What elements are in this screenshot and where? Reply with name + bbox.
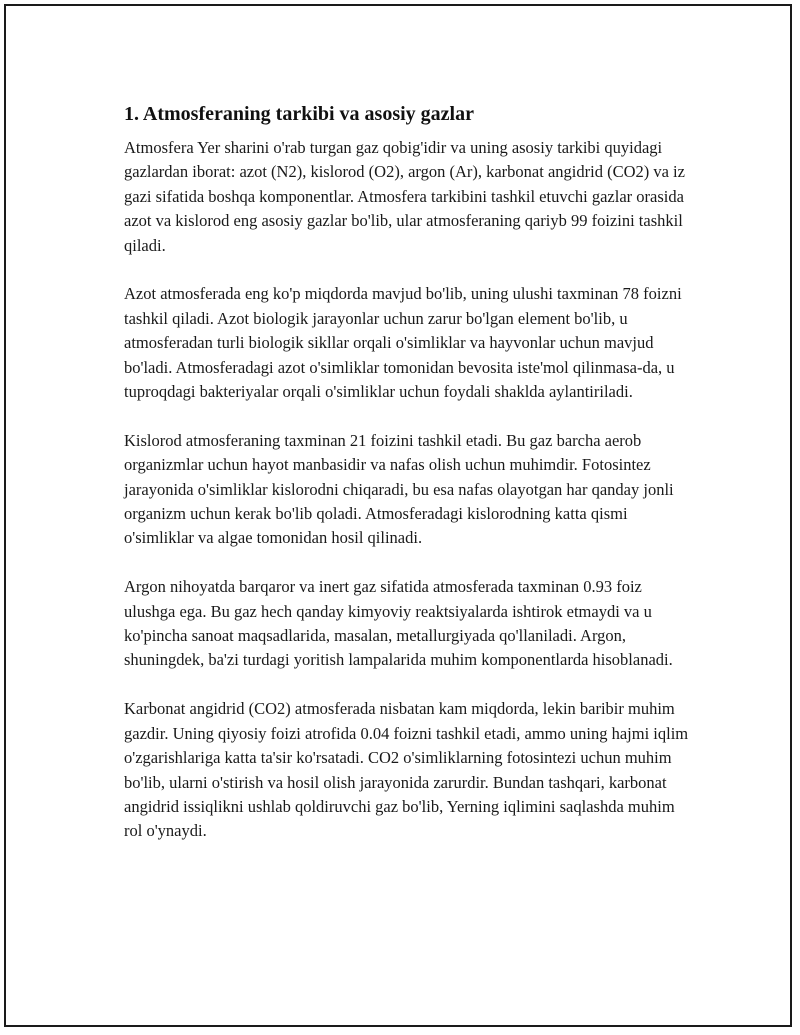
paragraph-nitrogen: Azot atmosferada eng ko'p miqdorda mavjud bo'lib, uning ulushi taxminan 78 foizni tashkil qiladi. Azot biologik jarayonlar uchun zarur bo'lgan element bo'lib, u atmosferadan turli biologik sikllar orqali o'simliklar va hayvonlar uchun mavjud bo'ladi. Atmosferadagi azot o'simliklar tomonidan bevosita iste'mol qilinmasa-da, u tuproqdagi bakteriyalar orqali o'simliklar uchun foydali shaklda aylantiriladi. (124, 284, 682, 402)
document-body (124, 102, 694, 844)
section-heading: 1. Atmosferaning tarkibi va asosiy gazlar (124, 103, 474, 125)
paragraph-oxygen: Kislorod atmosferaning taxminan 21 foizini tashkil etadi. Bu gaz barcha aerob organizmlar uchun hayot manbasidir va nafas olish uchun muhimdir. Fotosintez jarayonida o'simliklar kislorodni chiqaradi, bu esa nafas olayotgan har qanday jonli organizm uchun kerak bo'lib qoladi. Atmosferadagi kislorodning katta qismi o'simliklar va algae tomonidan hosil qilinadi. (124, 430, 674, 548)
paragraph-argon: Argon nihoyatda barqaror va inert gaz sifatida atmosferada taxminan 0.93 foiz ulushga ega. Bu gaz hech qanday kimyoviy reaktsiyalarda ishtirok etmaydi va u ko'pincha sanoat maqsadlarida, masalan, metallurgiyada qo'llaniladi. Argon, shuningdek, ba'zi turdagi yoritish lampalarida muhim komponentlarda hisoblanadi. (124, 577, 673, 670)
paragraph-carbon-dioxide: Karbonat angidrid (CO2) atmosferada nisbatan kam miqdorda, lekin baribir muhim gazdir. Uning qiyosiy foizi atrofida 0.04 foizni tashkil etadi, ammo uning hajmi iqlim o'zgarishlariga katta ta'sir ko'rsatadi. CO2 o'simliklarning fotosintezi uchun muhim bo'lib, ularni o'stirish va hosil olish jarayonida zarurdir. Bundan tashqari, karbonat angidrid issiqlikni ushlab qoldiruvchi gaz bo'lib, Yerning iqlimini saqlashda muhim rol o'ynaydi. (124, 699, 689, 841)
page-border (4, 4, 792, 1027)
paragraph-composition: Atmosfera Yer sharini o'rab turgan gaz qobig'idir va uning asosiy tarkibi quyidagi gazlardan iborat: azot (N2), kislorod (O2), argon (Ar), karbonat angidrid (CO2) va iz gazi sifatida boshqa komponentlar. Atmosfera tarkibini tashkil etuvchi gazlar orasida azot va kislorod eng asosiy gazlar bo'lib, ular atmosferaning qariyb 99 foizini tashkil qiladi. (124, 138, 685, 255)
